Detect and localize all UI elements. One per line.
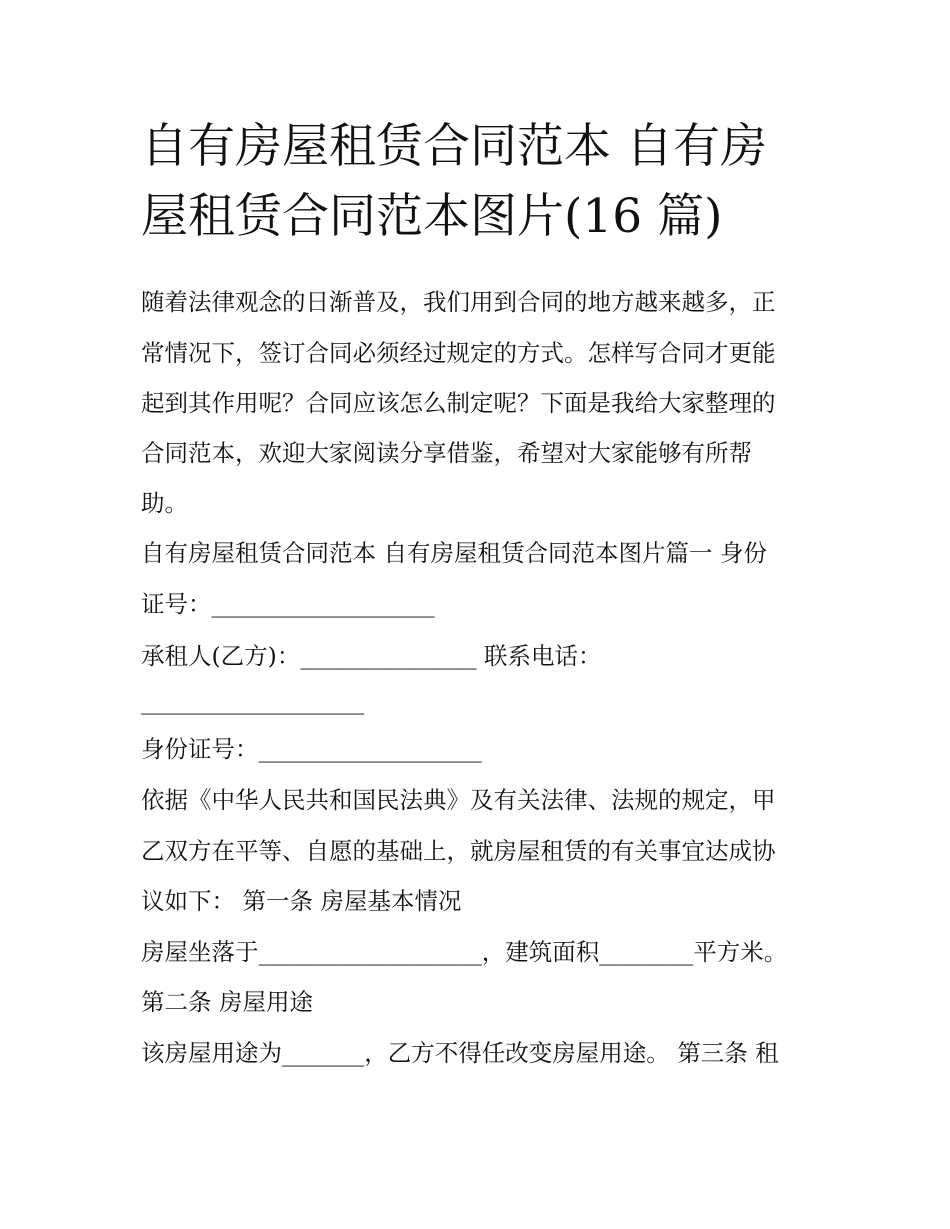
body-line: 证号：___________________ xyxy=(141,590,435,618)
body-line: 自有房屋租赁合同范本 自有房屋租赁合同范本图片篇一 身份 xyxy=(141,539,767,567)
body-line: 房屋坐落于___________________，建筑面积________平方米。 xyxy=(141,938,788,966)
body-line: 身份证号：___________________ xyxy=(141,735,482,763)
title-line-1: 自有房屋租赁合同范本 自有房 xyxy=(141,119,767,174)
body-line: 该房屋用途为_______，乙方不得任改变房屋用途。 第三条 租 xyxy=(141,1039,779,1067)
body-line: 第二条 房屋用途 xyxy=(141,988,313,1016)
body-line: 常情况下，签订合同必须经过规定的方式。怎样写合同才更能 xyxy=(141,339,776,367)
document-title xyxy=(141,112,821,252)
body-line: ___________________ xyxy=(141,687,365,715)
body-line: 议如下： 第一条 房屋基本情况 xyxy=(141,887,462,915)
body-line: 随着法律观念的日渐普及，我们用到合同的地方越来越多，正 xyxy=(141,288,776,316)
title-line-2: 屋租赁合同范本图片(16 篇) xyxy=(141,189,723,244)
body-line: 乙双方在平等、自愿的基础上，就房屋租赁的有关事宜达成协 xyxy=(141,837,776,865)
body-line: 合同范本，欢迎大家阅读分享借鉴，希望对大家能够有所帮 xyxy=(141,439,752,467)
body-line: 承租人(乙方)：_______________ 联系电话： xyxy=(141,642,602,670)
body-line: 依据《中华人民共和国民法典》及有关法律、法规的规定，甲 xyxy=(141,786,776,814)
body-line: 起到其作用呢？合同应该怎么制定呢？下面是我给大家整理的 xyxy=(141,389,776,417)
body-line: 助。 xyxy=(141,489,188,517)
